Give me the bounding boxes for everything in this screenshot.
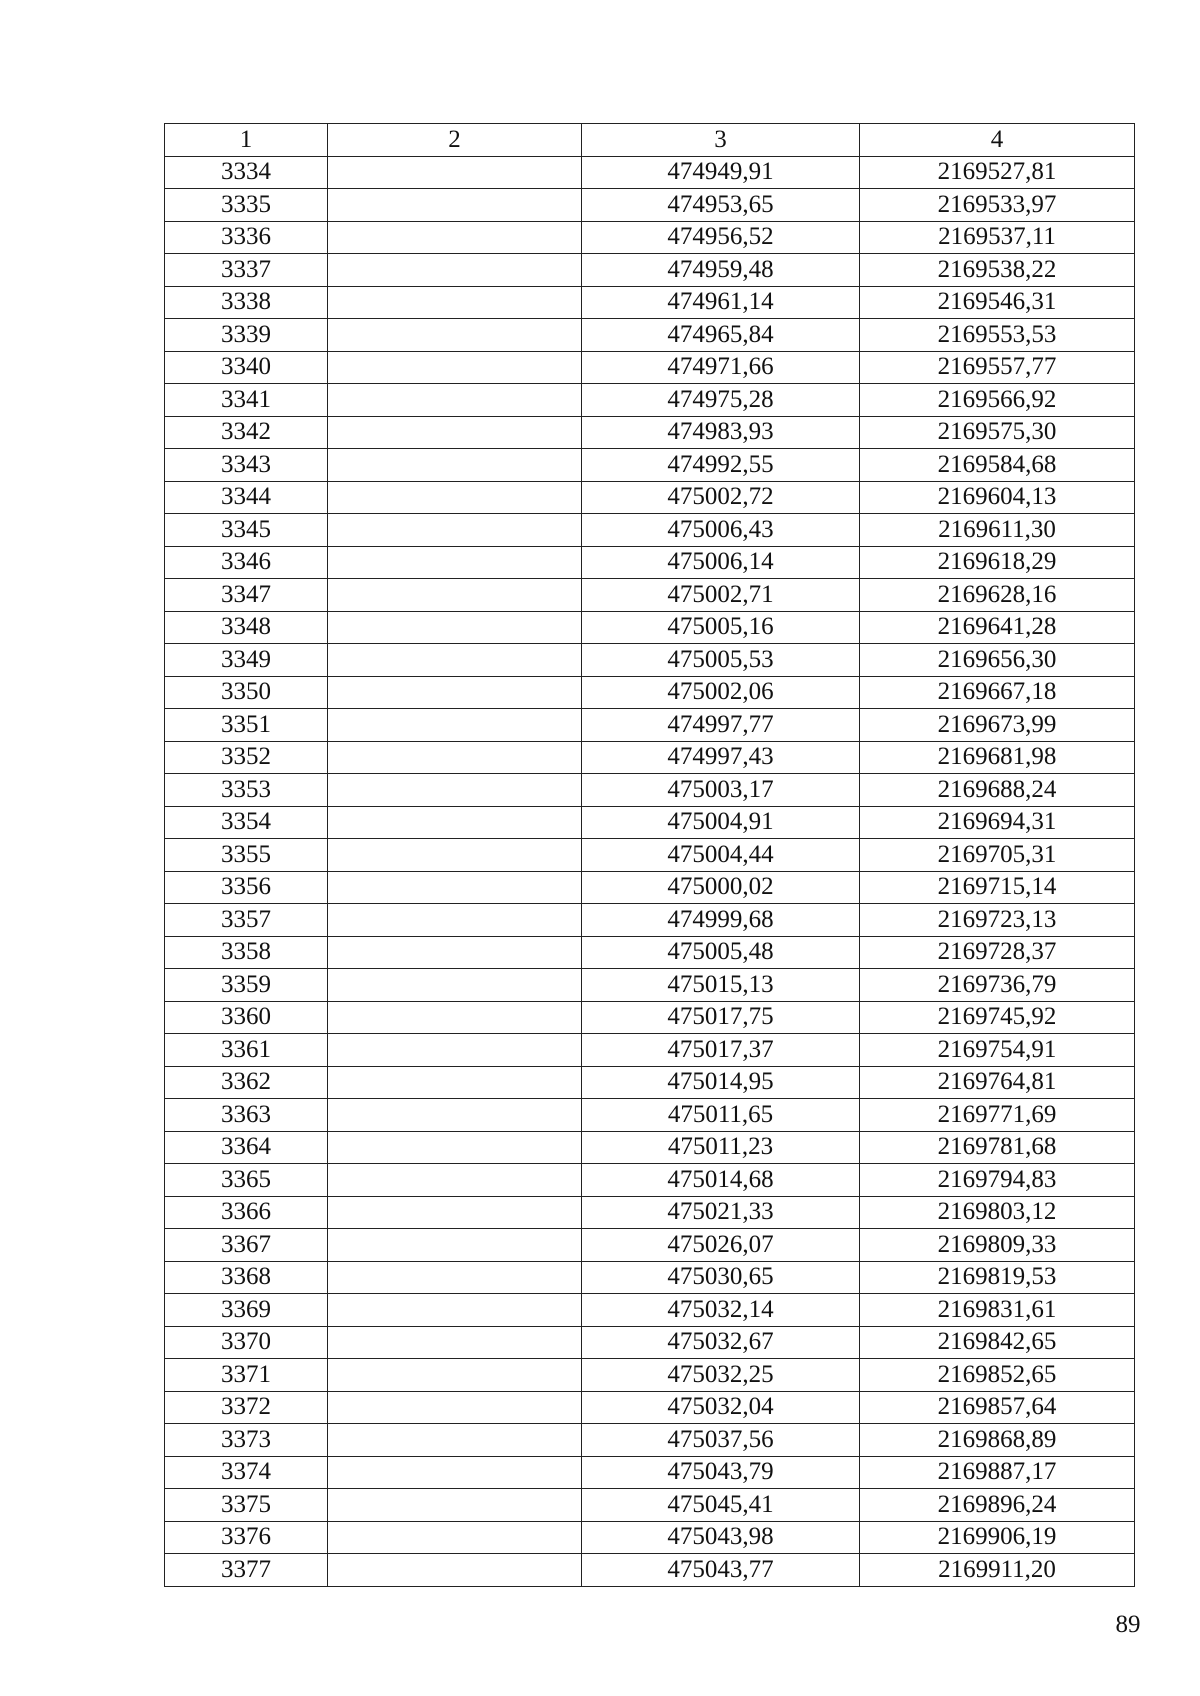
x-coordinate-cell: 475004,91 xyxy=(582,806,860,839)
x-coordinate-cell: 475021,33 xyxy=(582,1196,860,1229)
point-number-cell: 3355 xyxy=(165,839,328,872)
description-cell xyxy=(328,1326,582,1359)
point-number-cell: 3359 xyxy=(165,969,328,1002)
description-cell xyxy=(328,1489,582,1522)
description-cell xyxy=(328,189,582,222)
description-cell xyxy=(328,1521,582,1554)
x-coordinate-cell: 475030,65 xyxy=(582,1261,860,1294)
description-cell xyxy=(328,1294,582,1327)
point-number-cell: 3339 xyxy=(165,319,328,352)
point-number-cell: 3363 xyxy=(165,1099,328,1132)
x-coordinate-cell: 475017,37 xyxy=(582,1034,860,1067)
y-coordinate-cell: 2169694,31 xyxy=(860,806,1135,839)
y-coordinate-cell: 2169781,68 xyxy=(860,1131,1135,1164)
x-coordinate-cell: 474992,55 xyxy=(582,449,860,482)
y-coordinate-cell: 2169887,17 xyxy=(860,1456,1135,1489)
point-number-cell: 3343 xyxy=(165,449,328,482)
description-cell xyxy=(328,644,582,677)
y-coordinate-cell: 2169705,31 xyxy=(860,839,1135,872)
y-coordinate-cell: 2169809,33 xyxy=(860,1229,1135,1262)
y-coordinate-cell: 2169557,77 xyxy=(860,351,1135,384)
description-cell xyxy=(328,319,582,352)
y-coordinate-cell: 2169715,14 xyxy=(860,871,1135,904)
description-cell xyxy=(328,611,582,644)
point-number-cell: 3348 xyxy=(165,611,328,644)
x-coordinate-cell: 474959,48 xyxy=(582,254,860,287)
point-number-cell: 3353 xyxy=(165,774,328,807)
description-cell xyxy=(328,1164,582,1197)
table-row xyxy=(165,189,1135,222)
point-number-cell: 3344 xyxy=(165,481,328,514)
table-row xyxy=(165,806,1135,839)
description-cell xyxy=(328,936,582,969)
table-row xyxy=(165,514,1135,547)
description-cell xyxy=(328,156,582,189)
y-coordinate-cell: 2169794,83 xyxy=(860,1164,1135,1197)
x-coordinate-cell: 475043,77 xyxy=(582,1554,860,1587)
y-coordinate-cell: 2169736,79 xyxy=(860,969,1135,1002)
y-coordinate-cell: 2169723,13 xyxy=(860,904,1135,937)
y-coordinate-cell: 2169688,24 xyxy=(860,774,1135,807)
x-coordinate-cell: 475032,14 xyxy=(582,1294,860,1327)
x-coordinate-cell: 475043,98 xyxy=(582,1521,860,1554)
table-row xyxy=(165,156,1135,189)
point-number-cell: 3371 xyxy=(165,1359,328,1392)
table-row xyxy=(165,904,1135,937)
point-number-cell: 3361 xyxy=(165,1034,328,1067)
table-row xyxy=(165,1554,1135,1587)
point-number-cell: 3376 xyxy=(165,1521,328,1554)
description-cell xyxy=(328,286,582,319)
x-coordinate-cell: 474997,77 xyxy=(582,709,860,742)
x-coordinate-cell: 474997,43 xyxy=(582,741,860,774)
x-coordinate-cell: 475005,48 xyxy=(582,936,860,969)
description-cell xyxy=(328,1261,582,1294)
description-cell xyxy=(328,384,582,417)
table-row xyxy=(165,969,1135,1002)
description-cell xyxy=(328,871,582,904)
y-coordinate-cell: 2169754,91 xyxy=(860,1034,1135,1067)
table-row xyxy=(165,319,1135,352)
description-cell xyxy=(328,1131,582,1164)
table-row xyxy=(165,871,1135,904)
point-number-cell: 3365 xyxy=(165,1164,328,1197)
x-coordinate-cell: 475032,25 xyxy=(582,1359,860,1392)
table-row xyxy=(165,709,1135,742)
y-coordinate-cell: 2169857,64 xyxy=(860,1391,1135,1424)
point-number-cell: 3342 xyxy=(165,416,328,449)
table-row xyxy=(165,644,1135,677)
table-row xyxy=(165,1261,1135,1294)
point-number-cell: 3346 xyxy=(165,546,328,579)
table-row xyxy=(165,741,1135,774)
x-coordinate-cell: 475000,02 xyxy=(582,871,860,904)
description-cell xyxy=(328,1034,582,1067)
y-coordinate-cell: 2169537,11 xyxy=(860,221,1135,254)
x-coordinate-cell: 474961,14 xyxy=(582,286,860,319)
point-number-cell: 3337 xyxy=(165,254,328,287)
coordinates-table xyxy=(164,123,1135,1587)
y-coordinate-cell: 2169566,92 xyxy=(860,384,1135,417)
x-coordinate-cell: 475037,56 xyxy=(582,1424,860,1457)
description-cell xyxy=(328,254,582,287)
point-number-cell: 3356 xyxy=(165,871,328,904)
page-number: 89 xyxy=(1115,1611,1141,1638)
y-coordinate-cell: 2169852,65 xyxy=(860,1359,1135,1392)
table-row xyxy=(165,1326,1135,1359)
x-coordinate-cell: 475002,71 xyxy=(582,579,860,612)
table-row xyxy=(165,1196,1135,1229)
point-number-cell: 3369 xyxy=(165,1294,328,1327)
table-row xyxy=(165,1001,1135,1034)
table-row xyxy=(165,254,1135,287)
y-coordinate-cell: 2169533,97 xyxy=(860,189,1135,222)
description-cell xyxy=(328,1456,582,1489)
description-cell xyxy=(328,1066,582,1099)
y-coordinate-cell: 2169527,81 xyxy=(860,156,1135,189)
table-row xyxy=(165,611,1135,644)
column-header: 2 xyxy=(328,124,582,157)
table-row xyxy=(165,1489,1135,1522)
point-number-cell: 3364 xyxy=(165,1131,328,1164)
y-coordinate-cell: 2169641,28 xyxy=(860,611,1135,644)
x-coordinate-cell: 475026,07 xyxy=(582,1229,860,1262)
table-row xyxy=(165,1391,1135,1424)
table-row xyxy=(165,1521,1135,1554)
y-coordinate-cell: 2169745,92 xyxy=(860,1001,1135,1034)
table-row xyxy=(165,1034,1135,1067)
table-row xyxy=(165,1099,1135,1132)
point-number-cell: 3341 xyxy=(165,384,328,417)
point-number-cell: 3374 xyxy=(165,1456,328,1489)
table-row xyxy=(165,449,1135,482)
point-number-cell: 3347 xyxy=(165,579,328,612)
point-number-cell: 3349 xyxy=(165,644,328,677)
table-row xyxy=(165,774,1135,807)
point-number-cell: 3351 xyxy=(165,709,328,742)
x-coordinate-cell: 474999,68 xyxy=(582,904,860,937)
x-coordinate-cell: 475003,17 xyxy=(582,774,860,807)
y-coordinate-cell: 2169803,12 xyxy=(860,1196,1135,1229)
y-coordinate-cell: 2169831,61 xyxy=(860,1294,1135,1327)
table-row xyxy=(165,1294,1135,1327)
point-number-cell: 3352 xyxy=(165,741,328,774)
x-coordinate-cell: 475032,67 xyxy=(582,1326,860,1359)
point-number-cell: 3360 xyxy=(165,1001,328,1034)
y-coordinate-cell: 2169553,53 xyxy=(860,319,1135,352)
y-coordinate-cell: 2169618,29 xyxy=(860,546,1135,579)
description-cell xyxy=(328,1424,582,1457)
table-row xyxy=(165,1424,1135,1457)
table-row xyxy=(165,1229,1135,1262)
point-number-cell: 3372 xyxy=(165,1391,328,1424)
point-number-cell: 3375 xyxy=(165,1489,328,1522)
description-cell xyxy=(328,709,582,742)
table-row xyxy=(165,1164,1135,1197)
description-cell xyxy=(328,351,582,384)
point-number-cell: 3357 xyxy=(165,904,328,937)
x-coordinate-cell: 475006,14 xyxy=(582,546,860,579)
table-row xyxy=(165,1131,1135,1164)
point-number-cell: 3350 xyxy=(165,676,328,709)
x-coordinate-cell: 475006,43 xyxy=(582,514,860,547)
y-coordinate-cell: 2169842,65 xyxy=(860,1326,1135,1359)
table-row xyxy=(165,221,1135,254)
y-coordinate-cell: 2169667,18 xyxy=(860,676,1135,709)
table-row xyxy=(165,384,1135,417)
point-number-cell: 3362 xyxy=(165,1066,328,1099)
y-coordinate-cell: 2169604,13 xyxy=(860,481,1135,514)
table-row xyxy=(165,1359,1135,1392)
description-cell xyxy=(328,1391,582,1424)
x-coordinate-cell: 474949,91 xyxy=(582,156,860,189)
point-number-cell: 3354 xyxy=(165,806,328,839)
description-cell xyxy=(328,1359,582,1392)
y-coordinate-cell: 2169819,53 xyxy=(860,1261,1135,1294)
x-coordinate-cell: 475014,95 xyxy=(582,1066,860,1099)
column-header: 3 xyxy=(582,124,860,157)
x-coordinate-cell: 475002,72 xyxy=(582,481,860,514)
x-coordinate-cell: 475014,68 xyxy=(582,1164,860,1197)
table-row xyxy=(165,676,1135,709)
description-cell xyxy=(328,579,582,612)
description-cell xyxy=(328,741,582,774)
table-row xyxy=(165,351,1135,384)
description-cell xyxy=(328,449,582,482)
point-number-cell: 3334 xyxy=(165,156,328,189)
table-row xyxy=(165,839,1135,872)
x-coordinate-cell: 475011,23 xyxy=(582,1131,860,1164)
y-coordinate-cell: 2169584,68 xyxy=(860,449,1135,482)
y-coordinate-cell: 2169673,99 xyxy=(860,709,1135,742)
description-cell xyxy=(328,416,582,449)
description-cell xyxy=(328,1001,582,1034)
table-row xyxy=(165,481,1135,514)
y-coordinate-cell: 2169538,22 xyxy=(860,254,1135,287)
y-coordinate-cell: 2169771,69 xyxy=(860,1099,1135,1132)
y-coordinate-cell: 2169656,30 xyxy=(860,644,1135,677)
description-cell xyxy=(328,546,582,579)
description-cell xyxy=(328,1554,582,1587)
table-row xyxy=(165,286,1135,319)
description-cell xyxy=(328,774,582,807)
description-cell xyxy=(328,221,582,254)
y-coordinate-cell: 2169546,31 xyxy=(860,286,1135,319)
point-number-cell: 3367 xyxy=(165,1229,328,1262)
point-number-cell: 3336 xyxy=(165,221,328,254)
x-coordinate-cell: 474965,84 xyxy=(582,319,860,352)
x-coordinate-cell: 475017,75 xyxy=(582,1001,860,1034)
table-body xyxy=(165,156,1135,1586)
description-cell xyxy=(328,1196,582,1229)
x-coordinate-cell: 475002,06 xyxy=(582,676,860,709)
x-coordinate-cell: 475005,53 xyxy=(582,644,860,677)
description-cell xyxy=(328,969,582,1002)
table-row xyxy=(165,1456,1135,1489)
x-coordinate-cell: 475045,41 xyxy=(582,1489,860,1522)
x-coordinate-cell: 475011,65 xyxy=(582,1099,860,1132)
x-coordinate-cell: 475005,16 xyxy=(582,611,860,644)
point-number-cell: 3338 xyxy=(165,286,328,319)
x-coordinate-cell: 474971,66 xyxy=(582,351,860,384)
x-coordinate-cell: 474975,28 xyxy=(582,384,860,417)
x-coordinate-cell: 474983,93 xyxy=(582,416,860,449)
y-coordinate-cell: 2169764,81 xyxy=(860,1066,1135,1099)
point-number-cell: 3358 xyxy=(165,936,328,969)
x-coordinate-cell: 475043,79 xyxy=(582,1456,860,1489)
point-number-cell: 3345 xyxy=(165,514,328,547)
table-row xyxy=(165,1066,1135,1099)
y-coordinate-cell: 2169681,98 xyxy=(860,741,1135,774)
table-row xyxy=(165,416,1135,449)
description-cell xyxy=(328,904,582,937)
point-number-cell: 3368 xyxy=(165,1261,328,1294)
y-coordinate-cell: 2169906,19 xyxy=(860,1521,1135,1554)
description-cell xyxy=(328,1099,582,1132)
y-coordinate-cell: 2169868,89 xyxy=(860,1424,1135,1457)
y-coordinate-cell: 2169728,37 xyxy=(860,936,1135,969)
table-header-row xyxy=(165,124,1135,157)
description-cell xyxy=(328,676,582,709)
point-number-cell: 3377 xyxy=(165,1554,328,1587)
table-row xyxy=(165,579,1135,612)
point-number-cell: 3370 xyxy=(165,1326,328,1359)
x-coordinate-cell: 474956,52 xyxy=(582,221,860,254)
y-coordinate-cell: 2169896,24 xyxy=(860,1489,1135,1522)
column-header: 4 xyxy=(860,124,1135,157)
y-coordinate-cell: 2169628,16 xyxy=(860,579,1135,612)
x-coordinate-cell: 475032,04 xyxy=(582,1391,860,1424)
point-number-cell: 3340 xyxy=(165,351,328,384)
y-coordinate-cell: 2169575,30 xyxy=(860,416,1135,449)
x-coordinate-cell: 475004,44 xyxy=(582,839,860,872)
table-row xyxy=(165,546,1135,579)
description-cell xyxy=(328,839,582,872)
point-number-cell: 3373 xyxy=(165,1424,328,1457)
point-number-cell: 3366 xyxy=(165,1196,328,1229)
x-coordinate-cell: 474953,65 xyxy=(582,189,860,222)
description-cell xyxy=(328,514,582,547)
description-cell xyxy=(328,1229,582,1262)
x-coordinate-cell: 475015,13 xyxy=(582,969,860,1002)
column-header: 1 xyxy=(165,124,328,157)
description-cell xyxy=(328,806,582,839)
description-cell xyxy=(328,481,582,514)
y-coordinate-cell: 2169611,30 xyxy=(860,514,1135,547)
y-coordinate-cell: 2169911,20 xyxy=(860,1554,1135,1587)
table-row xyxy=(165,936,1135,969)
point-number-cell: 3335 xyxy=(165,189,328,222)
